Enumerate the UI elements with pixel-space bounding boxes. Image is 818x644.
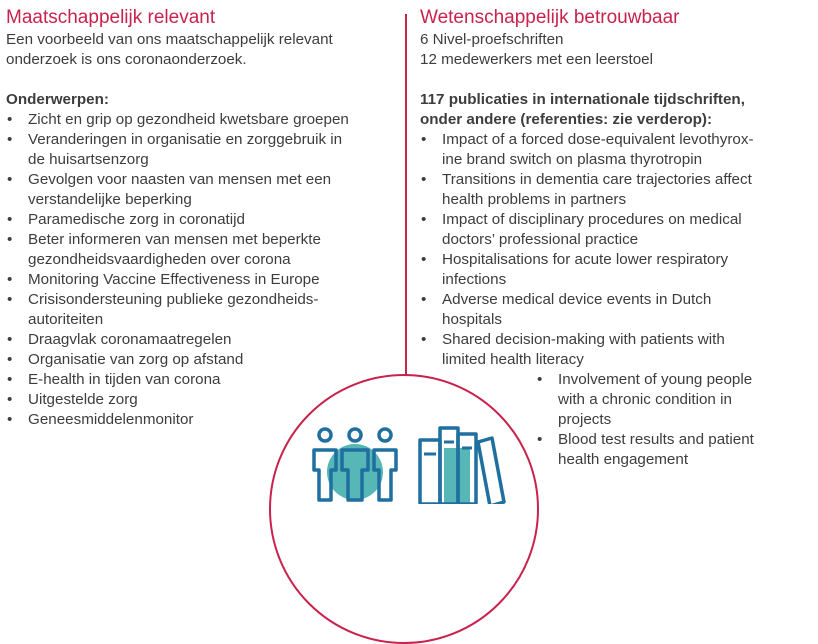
topic-item: • Organisatie van zorg op afstand <box>6 350 398 370</box>
publication-item: • Shared decision-making with patients with limited health literacy <box>420 330 812 370</box>
topic-item: • Uitgestelde zorg <box>6 390 398 410</box>
publication-item: • Blood test results and patient health engagement <box>536 430 812 470</box>
publications-list-extra <box>420 370 812 470</box>
left-intro-line-1: Een voorbeeld van ons maatschappelijk relevant <box>6 31 333 48</box>
publication-item: • Impact of disciplinary procedures on medical doctors’ professional practice <box>420 210 812 250</box>
left-heading: Maatschappelijk relevant <box>6 7 216 28</box>
publication-item: • Hospitalisations for acute lower respiratory infections <box>420 250 812 290</box>
left-intro-line-2: onderzoek is ons coronaonderzoek. <box>6 51 247 68</box>
topic-item: • Monitoring Vaccine Effectiveness in Europe <box>6 270 398 290</box>
people-icon <box>310 424 400 504</box>
topic-item: • Zicht en grip op gezondheid kwetsbare groepen <box>6 110 398 130</box>
topics-list <box>6 110 398 430</box>
publications-list <box>420 130 812 370</box>
column-divider <box>405 14 407 408</box>
topic-item: • Veranderingen in organisatie en zorggebruik in de huisartsenzorg <box>6 130 398 170</box>
publications-label-line-1: 117 publicaties in internationale tijdschriften, <box>420 91 745 108</box>
publication-item: • Impact of a forced dose-equivalent levothyrox- ine brand switch on plasma thyrotropin <box>420 130 812 170</box>
publication-item: • Involvement of young people with a chronic condition in projects <box>536 370 812 430</box>
stat-chairs: 12 medewerkers met een leerstoel <box>420 51 653 68</box>
right-column <box>420 6 812 470</box>
topic-item: • Crisisondersteuning publieke gezondheids- autoriteiten <box>6 290 398 330</box>
topic-item: • Geneesmiddelenmonitor <box>6 410 398 430</box>
topic-item: • Beter informeren van mensen met beperkte gezondheidsvaardigheden over corona <box>6 230 398 270</box>
publication-item: • Transitions in dementia care trajectories affect health problems in partners <box>420 170 812 210</box>
topic-item: • Gevolgen voor naasten van mensen met een verstandelijke beperking <box>6 170 398 210</box>
stat-dissertations: 6 Nivel-proefschriften <box>420 31 564 48</box>
left-column <box>6 6 398 430</box>
topic-item: • E-health in tijden van corona <box>6 370 398 390</box>
publication-item: • Adverse medical device events in Dutch hospitals <box>420 290 812 330</box>
topic-item: • Paramedische zorg in coronatijd <box>6 210 398 230</box>
topics-label: Onderwerpen: <box>6 91 109 108</box>
topic-item: • Draagvlak coronamaatregelen <box>6 330 398 350</box>
publications-label-line-2: onder andere (referenties: zie verderop): <box>420 111 713 128</box>
right-heading: Wetenschappelijk betrouwbaar <box>420 7 680 28</box>
